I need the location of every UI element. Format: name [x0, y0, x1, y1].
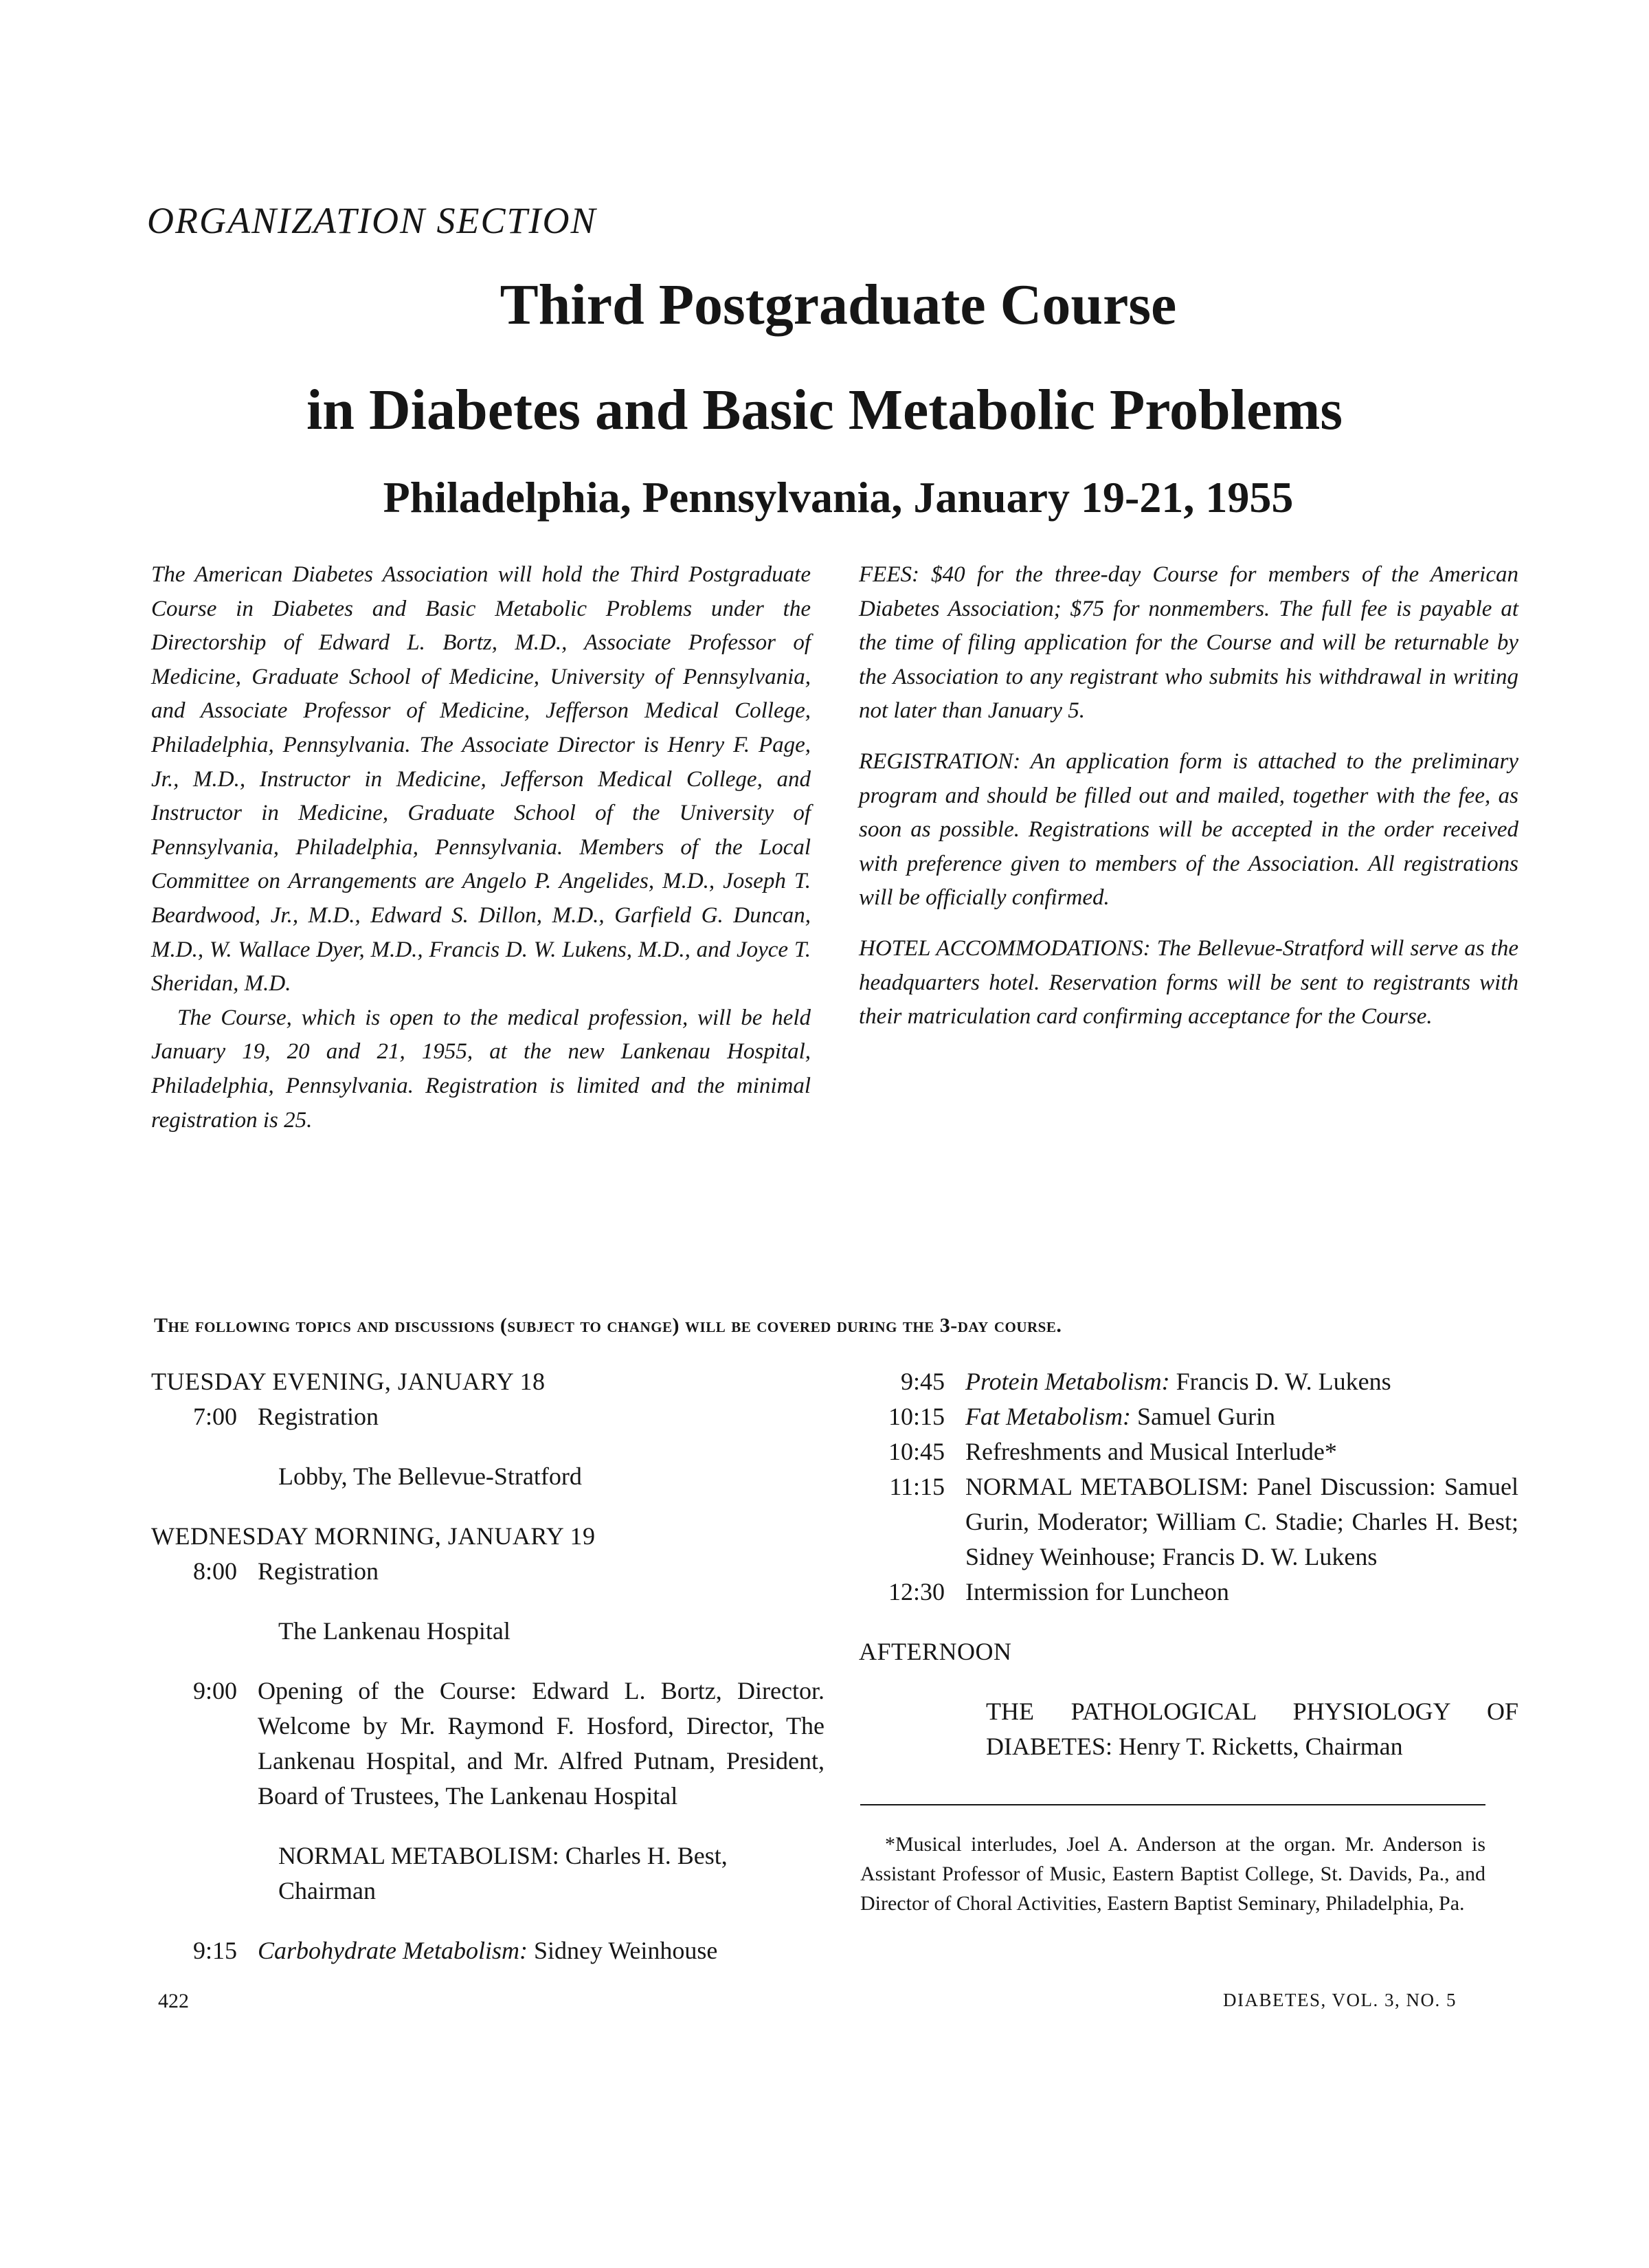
title-line-1: Third Postgraduate Course — [500, 273, 1177, 337]
intro-paragraph-1: The American Diabetes Association will hold the Third Postgraduate Course in Diabetes and Basic Metabolic Problems under the Directorship of Edward L. Bortz, M.D., Associate Professor of Medicine, Graduate School of Medicine, University of Pennsylvania, and Associate Professor of Medicine, Jefferson Medical College, Philadelphia, Pennsylvania. The Associate Director is Henry F. Page, Jr., M.D., Instructor in Medicine, Jefferson Medical College, and Instructor in Medicine, Graduate School of the University of Pennsylvania, Philadelphia, Pennsylvania. Members of the Local Committee on Arrangements are Angelo P. Angelides, M.D., Joseph T. Beardwood, Jr., M.D., Edward S. Dillon, M.D., Garfield G. Duncan, M.D., W. Wallace Dyer, M.D., Francis D. W. Lukens, M.D., and Joyce T. Sheridan, M.D. — [151, 562, 811, 997]
section-label: ORGANIZATION SECTION — [147, 200, 597, 241]
page-number: 422 — [158, 1990, 189, 2012]
schedule-entry — [859, 1399, 1518, 1434]
schedule-entry — [859, 1575, 1518, 1610]
intro-paragraph-2: The Course, which is open to the medical profession, will be held January 19, 20 and 21, 1955, at the new Lankenau Hospital, Philadelphia, Pennsylvania. Registration is limited and the minimal registration is 25. — [151, 1005, 811, 1133]
entry-time: 10:45 — [888, 1438, 945, 1465]
intro-column-right — [859, 558, 1518, 1034]
schedule-entry — [151, 1674, 824, 1814]
entry-text: Registration — [258, 1403, 379, 1430]
hotel-paragraph: HOTEL ACCOMMODATIONS: The Bellevue-Stratford will serve as the headquarters hotel. Reservation forms will be sent to registrants with their matriculation card confirming acceptance for the Course. — [859, 935, 1518, 1030]
schedule-entry — [151, 1399, 824, 1434]
registration-place: The Lankenau Hospital — [278, 1617, 511, 1645]
footnote-divider — [860, 1804, 1485, 1805]
entry-text: NORMAL METABOLISM: Panel Discussion: Samuel Gurin, Moderator; William C. Stadie; Charles H. Best; Sidney Weinhouse; Francis D. W. Lukens — [965, 1473, 1518, 1570]
title-line-2: in Diabetes and Basic Metabolic Problems — [306, 378, 1343, 442]
schedule-entry — [151, 1933, 824, 1968]
entry-topic: Carbohydrate Metabolism: — [258, 1937, 528, 1964]
entry-time: 12:30 — [888, 1578, 945, 1605]
schedule-entry — [859, 1469, 1518, 1575]
fees-paragraph: FEES: $40 for the three-day Course for members of the American Diabetes Association; $75 for nonmembers. The full fee is payable at the time of filing application for the Course and will be returnable by the Association to any registrant who submits his withdrawal in writing not later than January 5. — [859, 562, 1518, 724]
afternoon-session: THE PATHOLOGICAL PHYSIOLOGY OF DIABETES: Henry T. Ricketts, Chairman — [986, 1698, 1518, 1760]
intro-column-left — [151, 558, 811, 1137]
entry-time: 9:15 — [192, 1937, 237, 1964]
entry-time: 9:00 — [192, 1677, 237, 1704]
journal-citation: DIABETES, VOL. 3, NO. 5 — [1223, 1990, 1457, 2010]
entry-topic: Fat Metabolism: — [965, 1403, 1131, 1430]
entry-speaker: Francis D. W. Lukens — [1176, 1368, 1391, 1395]
entry-speaker: Samuel Gurin — [1136, 1403, 1275, 1430]
schedule-entry — [151, 1554, 824, 1589]
entry-time: 11:15 — [889, 1473, 945, 1500]
entry-speaker: Sidney Weinhouse — [533, 1937, 718, 1964]
entry-text: Opening of the Course: Edward L. Bortz, Director. Welcome by Mr. Raymond F. Hosford, Director, The Lankenau Hospital, and Mr. Alfred Putnam, President, Board of Trustees, The Lankenau Hospital — [258, 1677, 824, 1810]
entry-text: Registration — [258, 1557, 379, 1585]
afternoon-heading: AFTERNOON — [859, 1638, 1012, 1665]
entry-time: 7:00 — [192, 1403, 237, 1430]
entry-time: 8:00 — [192, 1557, 237, 1585]
schedule-right-column — [859, 1364, 1518, 1789]
day-heading-tuesday: TUESDAY EVENING, JANUARY 18 — [151, 1368, 546, 1395]
day-heading-wednesday: WEDNESDAY MORNING, JANUARY 19 — [151, 1522, 596, 1550]
entry-time: 9:45 — [900, 1368, 945, 1395]
entry-topic: Protein Metabolism: — [965, 1368, 1170, 1395]
entry-time: 10:15 — [888, 1403, 945, 1430]
schedule-entry — [859, 1364, 1518, 1399]
session-chair: NORMAL METABOLISM: Charles H. Best, Chairman — [278, 1842, 728, 1904]
event-subtitle: Philadelphia, Pennsylvania, January 19-21, 1955 — [383, 473, 1294, 522]
entry-text: Refreshments and Musical Interlude* — [965, 1438, 1337, 1465]
footnote: *Musical interludes, Joel A. Anderson at the organ. Mr. Anderson is Assistant Professor of Music, Eastern Baptist College, St. Davids, Pa., and Director of Choral Activities, Eastern Baptist Seminary, Philadelphia, Pa. — [860, 1833, 1485, 1915]
schedule-left-column — [151, 1364, 824, 1968]
entry-text: Intermission for Luncheon — [965, 1578, 1229, 1605]
topics-header: The following topics and discussions (subject to change) will be covered during the 3-day course. — [154, 1314, 1062, 1337]
registration-paragraph: REGISTRATION: An application form is attached to the preliminary program and should be filled out and mailed, together with the fee, as soon as possible. Registrations will be accepted in the order received with preference given to members of the Association. All registrations will be officially confirmed. — [859, 748, 1518, 911]
registration-place: Lobby, The Bellevue-Stratford — [278, 1463, 582, 1490]
schedule-entry — [859, 1434, 1518, 1469]
